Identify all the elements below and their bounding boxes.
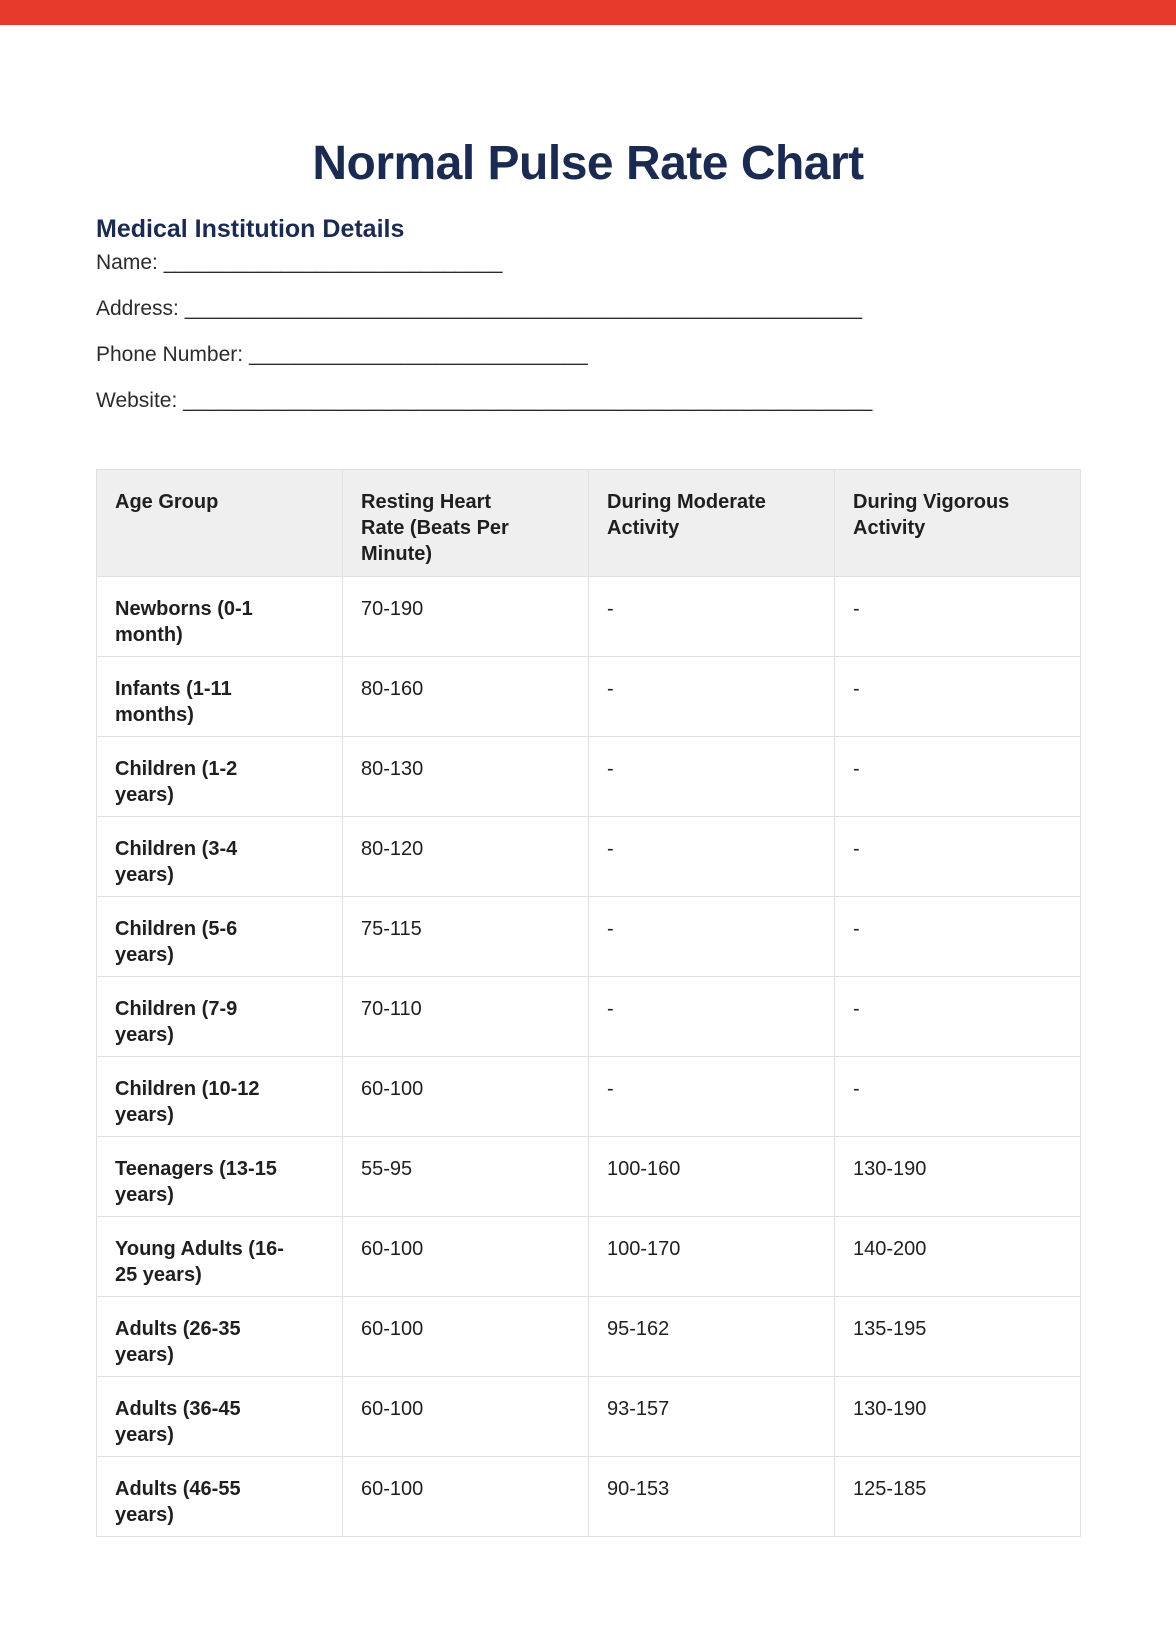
vigorous-activity-cell: -	[835, 657, 1081, 737]
vigorous-activity-cell: 130-190	[835, 1137, 1081, 1217]
moderate-activity-cell: -	[589, 897, 835, 977]
vigorous-activity-cell: -	[835, 897, 1081, 977]
table-row	[97, 1057, 1081, 1137]
age-group-cell: Children (10-12 years)	[97, 1057, 343, 1137]
address-label: Address:	[96, 297, 179, 320]
table-row	[97, 817, 1081, 897]
name-field-row	[96, 252, 872, 273]
resting-rate-cell: 70-190	[343, 577, 589, 657]
resting-rate-cell: 60-100	[343, 1217, 589, 1297]
age-group-cell: Adults (36-45 years)	[97, 1377, 343, 1457]
table-row	[97, 577, 1081, 657]
column-header: During Vigorous Activity	[835, 470, 1081, 577]
pulse-table-body	[97, 577, 1081, 1537]
phone-field-row	[96, 344, 872, 365]
age-group-cell: Children (7-9 years)	[97, 977, 343, 1057]
table-row	[97, 897, 1081, 977]
resting-rate-cell: 75-115	[343, 897, 589, 977]
age-group-cell: Adults (26-35 years)	[97, 1297, 343, 1377]
table-row	[97, 1457, 1081, 1537]
vigorous-activity-cell: -	[835, 1057, 1081, 1137]
institution-form	[96, 252, 872, 436]
phone-number-label: Phone Number:	[96, 343, 244, 366]
phone-number-input-line[interactable]: _____________________________	[248, 343, 588, 366]
age-group-cell: Teenagers (13-15 years)	[97, 1137, 343, 1217]
moderate-activity-cell: -	[589, 817, 835, 897]
moderate-activity-cell: 95-162	[589, 1297, 835, 1377]
resting-rate-cell: 80-160	[343, 657, 589, 737]
resting-rate-cell: 60-100	[343, 1457, 589, 1537]
column-header: Resting Heart Rate (Beats Per Minute)	[343, 470, 589, 577]
age-group-cell: Newborns (0-1 month)	[97, 577, 343, 657]
website-input-line[interactable]: ___________________________________________________________	[183, 389, 873, 412]
moderate-activity-cell: -	[589, 1057, 835, 1137]
vigorous-activity-cell: -	[835, 577, 1081, 657]
pulse-rate-table	[96, 469, 1081, 1537]
vigorous-activity-cell: -	[835, 817, 1081, 897]
moderate-activity-cell: 93-157	[589, 1377, 835, 1457]
moderate-activity-cell: -	[589, 657, 835, 737]
age-group-cell: Children (3-4 years)	[97, 817, 343, 897]
table-row	[97, 1297, 1081, 1377]
moderate-activity-cell: -	[589, 577, 835, 657]
address-input-line[interactable]: __________________________________________________________	[184, 297, 863, 320]
moderate-activity-cell: 90-153	[589, 1457, 835, 1537]
top-red-bar	[0, 0, 1176, 25]
table-row	[97, 977, 1081, 1057]
institution-details-heading: Medical Institution Details	[96, 214, 405, 243]
age-group-cell: Children (1-2 years)	[97, 737, 343, 817]
vigorous-activity-cell: 130-190	[835, 1377, 1081, 1457]
moderate-activity-cell: 100-170	[589, 1217, 835, 1297]
age-group-cell: Infants (1-11 months)	[97, 657, 343, 737]
column-header: During Moderate Activity	[589, 470, 835, 577]
table-row	[97, 657, 1081, 737]
resting-rate-cell: 70-110	[343, 977, 589, 1057]
website-field-row	[96, 390, 872, 411]
page-title: Normal Pulse Rate Chart	[312, 137, 864, 191]
resting-rate-cell: 60-100	[343, 1297, 589, 1377]
table-row	[97, 737, 1081, 817]
age-group-cell: Adults (46-55 years)	[97, 1457, 343, 1537]
resting-rate-cell: 80-130	[343, 737, 589, 817]
moderate-activity-cell: 100-160	[589, 1137, 835, 1217]
vigorous-activity-cell: 135-195	[835, 1297, 1081, 1377]
vigorous-activity-cell: 140-200	[835, 1217, 1081, 1297]
resting-rate-cell: 55-95	[343, 1137, 589, 1217]
resting-rate-cell: 60-100	[343, 1377, 589, 1457]
vigorous-activity-cell: 125-185	[835, 1457, 1081, 1537]
table-row	[97, 1217, 1081, 1297]
vigorous-activity-cell: -	[835, 737, 1081, 817]
website-label: Website:	[96, 389, 178, 412]
address-field-row	[96, 298, 872, 319]
moderate-activity-cell: -	[589, 737, 835, 817]
vigorous-activity-cell: -	[835, 977, 1081, 1057]
name-label: Name:	[96, 251, 158, 274]
column-header: Age Group	[97, 470, 343, 577]
resting-rate-cell: 80-120	[343, 817, 589, 897]
table-row	[97, 1377, 1081, 1457]
age-group-cell: Children (5-6 years)	[97, 897, 343, 977]
resting-rate-cell: 60-100	[343, 1057, 589, 1137]
table-row	[97, 1137, 1081, 1217]
age-group-cell: Young Adults (16-25 years)	[97, 1217, 343, 1297]
name-input-line[interactable]: _____________________________	[163, 251, 503, 274]
pulse-table-head-row	[97, 470, 1081, 577]
moderate-activity-cell: -	[589, 977, 835, 1057]
